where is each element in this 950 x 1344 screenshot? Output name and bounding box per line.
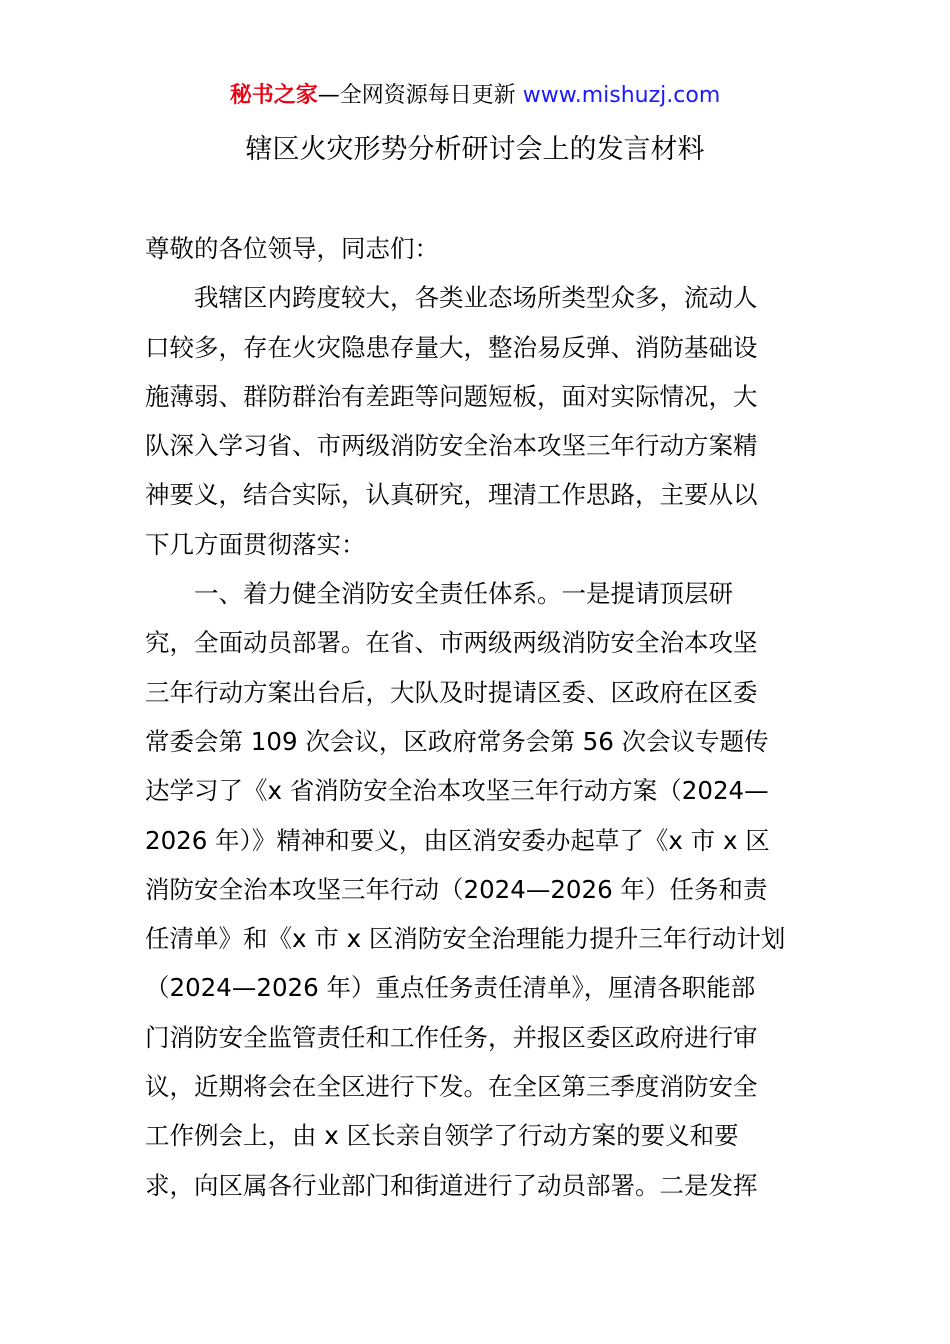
paragraph-line: 工作例会上，由 x 区长亲自领学了行动方案的要义和要 [145, 1121, 739, 1151]
site-url-link[interactable]: www.mishuzj.com [522, 83, 721, 108]
site-tagline: —全网资源每日更新 [317, 83, 523, 108]
section-heading-line: 一、着力健全消防安全责任体系。一是提请顶层研 [194, 579, 733, 609]
paragraph-line: 下几方面贯彻落实： [145, 529, 366, 559]
paragraph-line: 达学习了《x 省消防安全治本攻坚三年行动方案（2024— [145, 776, 769, 806]
paragraph-line: 队深入学习省、市两级消防安全治本攻坚三年行动方案精 [145, 431, 758, 461]
site-header [0, 80, 950, 112]
paragraph-line: 三年行动方案出台后，大队及时提请区委、区政府在区委 [145, 677, 758, 707]
paragraph-line: 消防安全治本攻坚三年行动（2024—2026 年）任务和责 [145, 874, 768, 904]
paragraph-line: 口较多，存在火灾隐患存量大，整治易反弹、消防基础设 [145, 332, 758, 362]
paragraph-line: 议，近期将会在全区进行下发。在全区第三季度消防安全 [145, 1072, 758, 1102]
site-brand: 秘书之家 [229, 83, 318, 108]
paragraph-line: 门消防安全监管责任和工作任务，并报区委区政府进行审 [145, 1022, 758, 1052]
paragraph-line: 2026 年）》精神和要义，由区消安委办起草了《x 市 x 区 [145, 825, 770, 855]
paragraph-line: 常委会第 109 次会议，区政府常务会第 56 次会议专题传 [145, 726, 769, 756]
paragraph-line: 神要义，结合实际，认真研究，理清工作思路，主要从以 [145, 480, 758, 510]
paragraph-line: 究，全面动员部署。在省、市两级两级消防安全治本攻坚 [145, 628, 758, 658]
paragraph-line: （2024—2026 年）重点任务责任清单》，厘清各职能部 [145, 973, 756, 1003]
salutation: 尊敬的各位领导，同志们： [145, 234, 439, 263]
document-title: 辖区火灾形势分析研讨会上的发言材料 [245, 134, 705, 165]
paragraph-line: 施薄弱、群防群治有差距等问题短板，面对实际情况，大 [145, 381, 758, 411]
paragraph-line: 我辖区内跨度较大，各类业态场所类型众多，流动人 [194, 283, 758, 313]
paragraph-line: 任清单》和《x 市 x 区消防安全治理能力提升三年行动计划 [145, 924, 786, 954]
document-body [145, 224, 807, 1210]
paragraph-line: 求，向区属各行业部门和街道进行了动员部署。二是发挥 [145, 1170, 758, 1200]
